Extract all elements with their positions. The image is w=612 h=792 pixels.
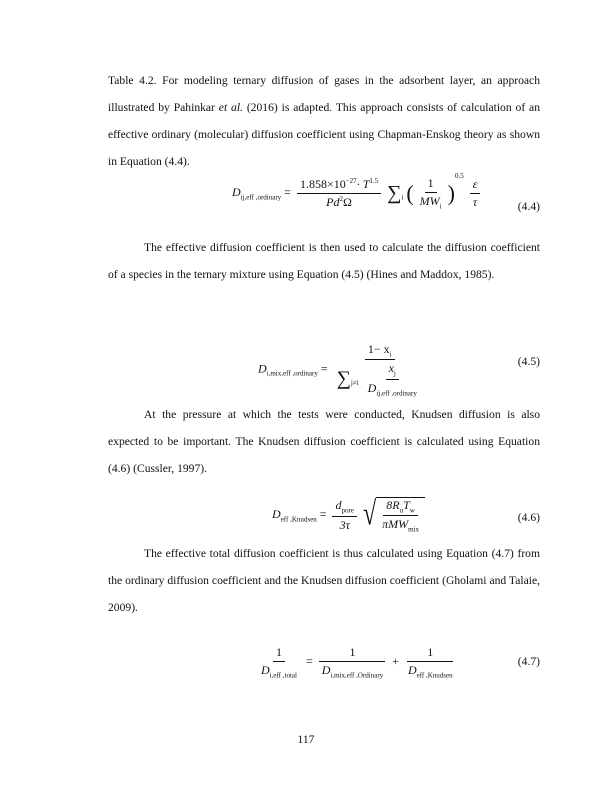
text: Pd: [326, 194, 340, 209]
equation-4-6: $D_{eff ,Knudsen}$ = $\frac{d_{pore}}{3\tau}$ √ $\frac{8R_uT_w}{\pi MW_{mix}}$: [272, 497, 425, 534]
text-italic: et al.: [218, 101, 243, 114]
sub: i: [401, 193, 404, 202]
equation-4-4: $D_{ij,eff ,ordinary}$ = $\frac{1.858\times 10^{-27}\cdot T^{1.5}}{Pd^2\Omega}$ $\sum_i$ ( $\frac{1}{MW_i}$ )$^{0.5}$ $\frac{\varepsilon}{\tau}$: [232, 172, 483, 210]
text: x: [388, 361, 394, 376]
paragraph-1: [108, 67, 540, 175]
text: MW: [419, 194, 440, 209]
sub: pore: [341, 506, 354, 515]
text: The effective diffusion coefficient is then used to calculate the diffusion coefficient of a species in the ternary mixture using Equation (4.5) (Hines and Maddox, 1985).: [108, 241, 540, 281]
sum-symbol: ∑: [336, 367, 351, 390]
sub: i: [439, 202, 442, 211]
sub: i: [389, 350, 392, 359]
text: The effective total diffusion coefficient is thus calculated using Equation (4.7) from the ordinary diffusion coefficient and the Knudsen diffusion coefficient (Gholami and Talaie, 2009).: [108, 547, 540, 614]
equation-number: (4.7): [517, 655, 540, 668]
text: 1.858×10: [299, 176, 346, 191]
text: At the pressure at which the tests were conducted, Knudsen diffusion is also expected to be important. The Knudsen diffusion coefficient is calculated using Equation (4.6) (Cussler, 1997).: [108, 408, 540, 475]
text: (2016) is adapted. This approach consists of calculation of an effective ordinary (molecular) diffusion coefficient using Chapman-Enskog theory as shown in Equation (4.4).: [108, 101, 540, 168]
sub: eff ,Knudsen: [416, 671, 453, 680]
sup: 0.5: [454, 172, 464, 180]
paragraph-4: [108, 540, 540, 621]
sub: j: [393, 369, 396, 378]
text: T: [403, 498, 410, 512]
sub: mix: [408, 525, 420, 534]
sub: i,eff ,total: [269, 671, 297, 680]
sub: j≠i: [350, 379, 359, 388]
sup: 2: [339, 194, 343, 203]
sub: w: [409, 506, 415, 515]
text: 1: [273, 645, 285, 662]
text: 3τ: [339, 517, 350, 532]
text: τ: [472, 194, 478, 209]
sub: ij,eff ,ordinary: [376, 389, 417, 398]
equation-number: (4.4): [517, 200, 540, 213]
text: d: [335, 498, 342, 513]
text: Ω: [343, 194, 352, 209]
paragraph-3: [108, 401, 540, 482]
paragraph-2: [108, 234, 540, 288]
equation-number: (4.6): [517, 511, 540, 524]
sum-symbol: ∑: [387, 181, 402, 204]
sub: eff ,Knudsen: [280, 515, 317, 524]
text: 1: [407, 645, 453, 662]
equation-4-5: $D_{i,mix,eff ,ordinary}$ = $1- x_i$ $\sum_{j\ne i}$ $\frac{x_j}{D_{ij,eff ,ordinary}}$: [258, 342, 417, 398]
sub: u: [399, 506, 404, 515]
text: · T: [356, 176, 370, 191]
text: 8R: [386, 498, 400, 512]
sup: 1.5: [369, 176, 379, 185]
text: 1− x: [367, 342, 390, 356]
text: πMW: [382, 517, 409, 532]
square-root: √ $\frac{8R_uT_w}{\pi MW_{mix}}$: [363, 497, 425, 534]
sub: ij,eff ,ordinary: [240, 193, 282, 202]
text: 1: [425, 176, 437, 193]
text: Table 4.2. For modeling ternary diffusion of gases in the adsorbent layer, an approach illustrated by Pahinkar: [108, 74, 540, 114]
text: 1: [319, 645, 385, 662]
equation-number: (4.5): [517, 355, 540, 368]
page-number: 117: [297, 733, 315, 746]
equation-4-7: $\frac{1}{D_{i,eff ,total}}$ = $\frac{1}{D_{i,mix,eff ,Ordinary}}$ + $\frac{1}{D_{eff ,Knudsen}}$: [261, 645, 453, 680]
sub: i,mix,eff ,Ordinary: [330, 671, 384, 680]
text: ε: [470, 177, 481, 194]
sup: −27: [345, 176, 357, 185]
sub: i,mix,eff ,ordinary: [266, 369, 318, 378]
